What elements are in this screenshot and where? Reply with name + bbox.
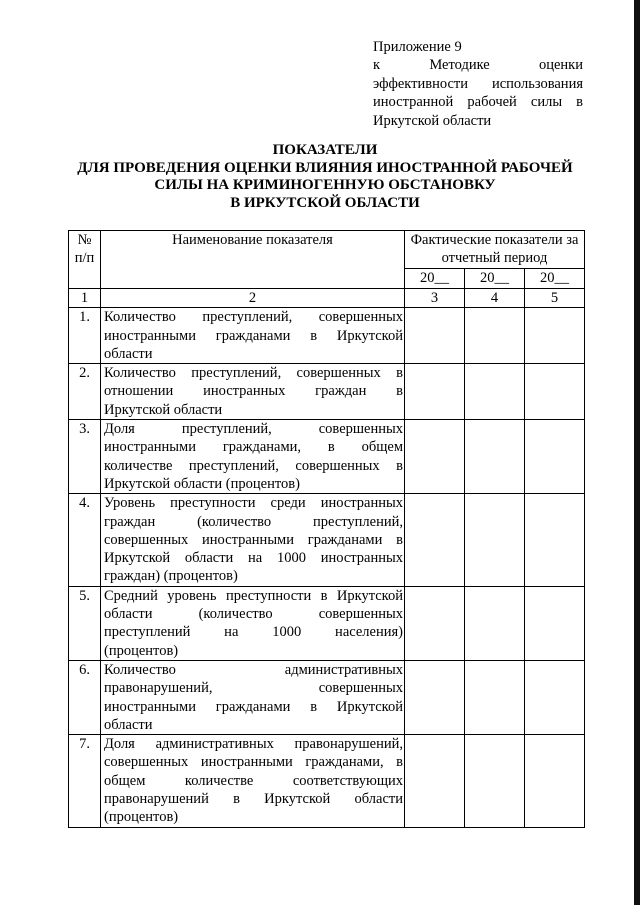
- table-row: [69, 586, 585, 660]
- indicator-name-line: иностранными гражданами, в общем: [104, 439, 403, 456]
- indicator-name-line: иностранными гражданами в Иркутской: [104, 327, 403, 344]
- column-number: 4: [465, 289, 525, 308]
- title-line: ПОКАЗАТЕЛИ: [272, 142, 378, 158]
- header-num-line: №: [77, 232, 92, 248]
- table-row: [69, 420, 585, 494]
- indicator-name-line: совершенных иностранными гражданами в: [104, 531, 403, 548]
- header-year: 20__: [405, 269, 465, 289]
- value-cell: [465, 660, 525, 734]
- indicator-name-line: Уровень преступности среди иностранных: [104, 495, 403, 512]
- indicator-name-line: Количество преступлений, совершенных в: [104, 365, 403, 382]
- document-title: [40, 142, 610, 212]
- appendix-line: к Методике оценки: [373, 57, 583, 74]
- title-line: В ИРКУТСКОЙ ОБЛАСТИ: [230, 194, 420, 211]
- indicator-name: [101, 494, 405, 586]
- value-cell: [525, 735, 585, 827]
- appendix-line: иностранной рабочей силы в: [373, 94, 583, 111]
- value-cell: [465, 735, 525, 827]
- indicator-name: [101, 308, 405, 364]
- value-cell: [525, 586, 585, 660]
- appendix-line: Приложение 9: [373, 39, 462, 55]
- value-cell: [465, 586, 525, 660]
- indicator-name-line: Количество преступлений, совершенных: [104, 309, 403, 326]
- indicator-name-line: Доля преступлений, совершенных: [104, 421, 403, 438]
- appendix-line: Иркутской области: [373, 112, 492, 129]
- value-cell: [405, 586, 465, 660]
- indicator-name: [101, 735, 405, 827]
- indicator-name-line: граждан) (процентов): [104, 568, 238, 585]
- indicator-name-line: общем количестве соответствующих: [104, 772, 403, 789]
- table-row: [69, 308, 585, 364]
- indicator-name: [101, 660, 405, 734]
- header-year: 20__: [525, 269, 585, 289]
- value-cell: [525, 364, 585, 420]
- indicator-name-line: Иркутской области: [104, 401, 223, 418]
- value-cell: [405, 308, 465, 364]
- indicator-name-line: правонарушений в Иркутской области: [104, 791, 403, 808]
- header-actual: [405, 231, 585, 269]
- table-row: [69, 364, 585, 420]
- indicator-name-line: (процентов): [104, 642, 179, 659]
- indicator-name-line: Доля административных правонарушений,: [104, 736, 403, 753]
- value-cell: [525, 420, 585, 494]
- header-actual-line: отчетный период: [441, 250, 548, 267]
- indicator-name-line: правонарушений, совершенных: [104, 680, 403, 697]
- title-line: СИЛЫ НА КРИМИНОГЕННУЮ ОБСТАНОВКУ: [154, 177, 496, 193]
- value-cell: [405, 660, 465, 734]
- indicator-name-line: Количество административных: [104, 661, 403, 678]
- table-row: [69, 660, 585, 734]
- row-number: 2.: [69, 364, 101, 420]
- indicator-name-line: Иркутской области (процентов): [104, 475, 300, 492]
- row-number: 6.: [69, 660, 101, 734]
- value-cell: [525, 308, 585, 364]
- header-name: Наименование показателя: [101, 231, 405, 289]
- indicator-name-line: области: [104, 716, 153, 733]
- indicators-table: [68, 230, 585, 828]
- indicator-name: [101, 364, 405, 420]
- table-row: [69, 494, 585, 586]
- indicator-name: [101, 420, 405, 494]
- value-cell: [465, 364, 525, 420]
- indicator-name-line: количестве преступлений, совершенных в: [104, 457, 403, 474]
- header-num-line: п/п: [74, 250, 95, 267]
- value-cell: [525, 660, 585, 734]
- indicator-name: [101, 586, 405, 660]
- row-number: 7.: [69, 735, 101, 827]
- value-cell: [465, 494, 525, 586]
- header-year: 20__: [465, 269, 525, 289]
- indicator-name-line: преступлений на 1000 населения): [104, 624, 403, 641]
- value-cell: [465, 308, 525, 364]
- indicator-name-line: граждан (количество преступлений,: [104, 513, 403, 530]
- value-cell: [405, 494, 465, 586]
- column-number: 5: [525, 289, 585, 308]
- column-number: 1: [69, 289, 101, 308]
- appendix-note: [373, 38, 583, 130]
- value-cell: [465, 420, 525, 494]
- column-number: 3: [405, 289, 465, 308]
- indicator-name-line: области: [104, 345, 153, 362]
- value-cell: [525, 494, 585, 586]
- header-actual-line: Фактические показатели за: [410, 232, 579, 248]
- indicator-name-line: совершенных иностранными гражданами, в: [104, 754, 403, 771]
- indicator-name-line: (процентов): [104, 809, 179, 826]
- indicator-name-line: Средний уровень преступности в Иркутской: [104, 587, 403, 604]
- indicator-name-line: отношении иностранных граждан в: [104, 383, 403, 400]
- value-cell: [405, 735, 465, 827]
- value-cell: [405, 420, 465, 494]
- appendix-line: эффективности использования: [373, 75, 583, 92]
- row-number: 1.: [69, 308, 101, 364]
- header-num: [69, 231, 101, 289]
- indicator-name-line: области (количество совершенных: [104, 606, 403, 623]
- scan-edge: [634, 0, 640, 905]
- indicator-name-line: иностранными гражданами в Иркутской: [104, 698, 403, 715]
- column-number: 2: [101, 289, 405, 308]
- title-line: ДЛЯ ПРОВЕДЕНИЯ ОЦЕНКИ ВЛИЯНИЯ ИНОСТРАННОЙ РАБОЧЕЙ: [77, 159, 573, 176]
- indicator-name-line: Иркутской области на 1000 иностранных: [104, 550, 403, 567]
- row-number: 5.: [69, 586, 101, 660]
- table-row: [69, 735, 585, 827]
- row-number: 4.: [69, 494, 101, 586]
- row-number: 3.: [69, 420, 101, 494]
- value-cell: [405, 364, 465, 420]
